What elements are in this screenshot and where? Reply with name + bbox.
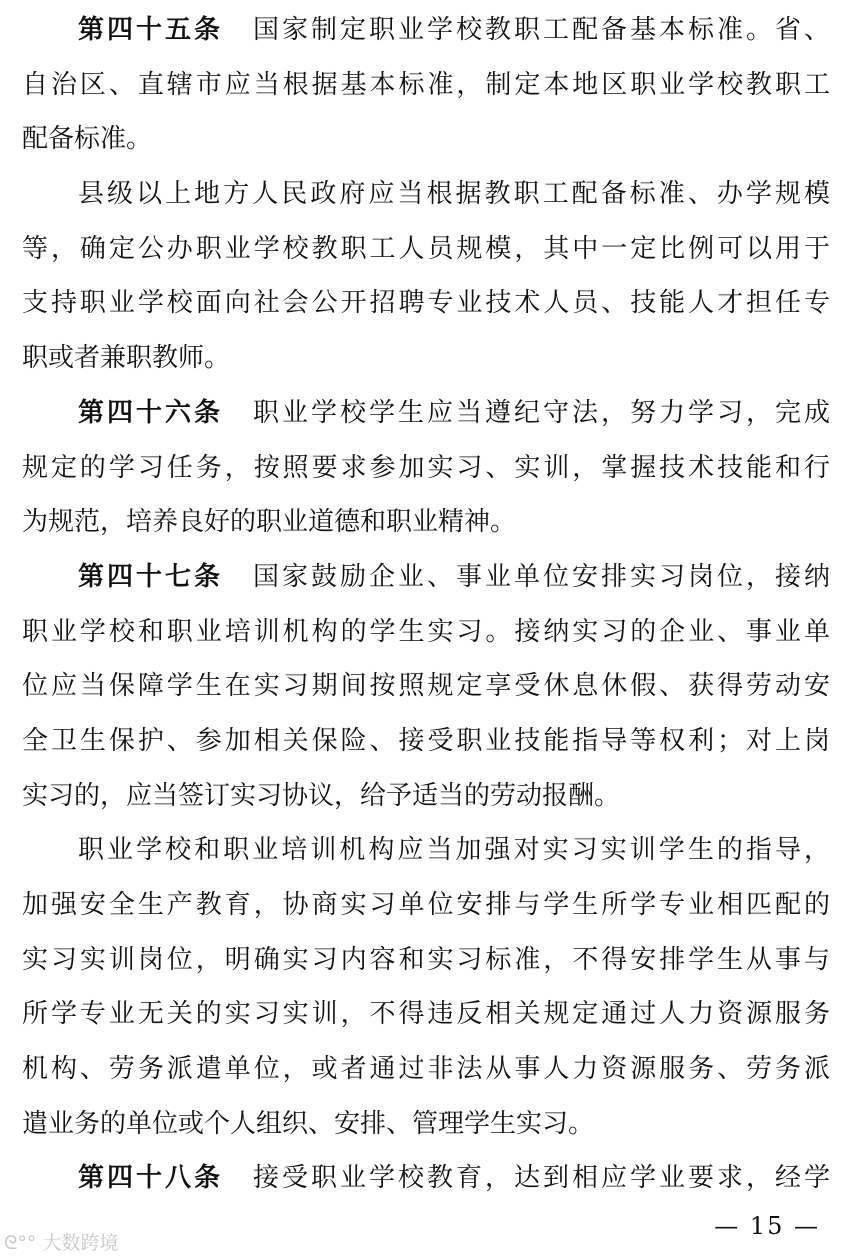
text-line xyxy=(22,167,830,222)
article-heading: 第四十六条 xyxy=(78,397,223,428)
line-text: 遣业务的单位或个人组织、安排、管理学生实习。 xyxy=(22,1108,595,1139)
text-line xyxy=(22,987,830,1042)
text-line xyxy=(22,331,830,386)
text-line xyxy=(22,112,830,167)
line-text: 支持职业学校面向社会公开招聘专业技术人员、技能人才担任专 xyxy=(22,288,830,319)
line-text: 职业学校学生应当遵纪守法，努力学习，完成 xyxy=(253,397,830,428)
line-text: 自治区、直辖市应当根据基本标准，制定本地区职业学校教职工 xyxy=(22,69,830,100)
text-line xyxy=(22,1097,830,1152)
text-line xyxy=(22,823,830,878)
watermark-icon: ᘓ°° xyxy=(4,1232,37,1254)
line-text: 职业学校和职业培训机构应当加强对实习实训学生的指导， xyxy=(78,835,830,866)
article-heading: 第四十八条 xyxy=(78,1163,223,1194)
text-line xyxy=(22,3,830,58)
watermark-text: 大数跨境 xyxy=(42,1232,119,1254)
line-text: 实习实训岗位，明确实习内容和实习标准，不得安排学生从事与 xyxy=(22,944,830,975)
text-line xyxy=(22,276,830,331)
text-line xyxy=(22,659,830,714)
text-line xyxy=(22,769,830,824)
text-line xyxy=(22,222,830,277)
line-text: 国家制定职业学校教职工配备基本标准。省、 xyxy=(253,15,830,45)
article-heading: 第四十五条 xyxy=(78,15,223,45)
line-text: 配备标准。 xyxy=(22,124,153,155)
text-line xyxy=(22,1151,830,1206)
text-line xyxy=(22,714,830,769)
line-text: 实习的，应当签订实习协议，给予适当的劳动报酬。 xyxy=(22,780,621,811)
text-line xyxy=(22,441,830,496)
line-text: 国家鼓励企业、事业单位安排实习岗位，接纳 xyxy=(253,561,830,592)
text-line xyxy=(22,495,830,550)
text-line xyxy=(22,878,830,933)
text-line xyxy=(22,58,830,113)
line-text: 职业学校和职业培训机构的学生实习。接纳实习的企业、事业单 xyxy=(22,616,830,647)
line-text: 加强安全生产教育，协商实习单位安排与学生所学专业相匹配的 xyxy=(22,890,830,920)
line-text: 规定的学习任务，按照要求参加实习、实训，掌握技术技能和行 xyxy=(22,452,830,483)
line-text: 机构、劳务派遣单位，或者通过非法从事人力资源服务、劳务派 xyxy=(22,1054,830,1085)
line-text: 接受职业学校教育，达到相应学业要求，经学 xyxy=(253,1163,830,1194)
article-heading: 第四十七条 xyxy=(78,561,223,592)
text-line xyxy=(22,386,830,441)
text-line xyxy=(22,933,830,988)
text-line xyxy=(22,550,830,605)
line-text: 为规范，培养良好的职业道德和职业精神。 xyxy=(22,507,517,538)
line-text: 等，确定公办职业学校教职工人员规模，其中一定比例可以用于 xyxy=(22,233,830,264)
line-text: 职或者兼职教师。 xyxy=(22,343,231,374)
text-line xyxy=(22,605,830,660)
line-text: 县级以上地方人民政府应当根据教职工配备标准、办学规模 xyxy=(78,179,830,210)
line-text: 所学专业无关的实习实训，不得违反相关规定通过人力资源服务 xyxy=(22,999,830,1030)
line-text: 位应当保障学生在实习期间按照规定享受休息休假、获得劳动安 xyxy=(22,671,830,702)
page-number: — 15 — xyxy=(714,1212,820,1240)
text-line xyxy=(22,1042,830,1097)
line-text: 全卫生保护、参加相关保险、接受职业技能指导等权利；对上岗 xyxy=(22,725,830,756)
document-body xyxy=(22,3,830,1206)
watermark-logo xyxy=(4,1228,118,1255)
